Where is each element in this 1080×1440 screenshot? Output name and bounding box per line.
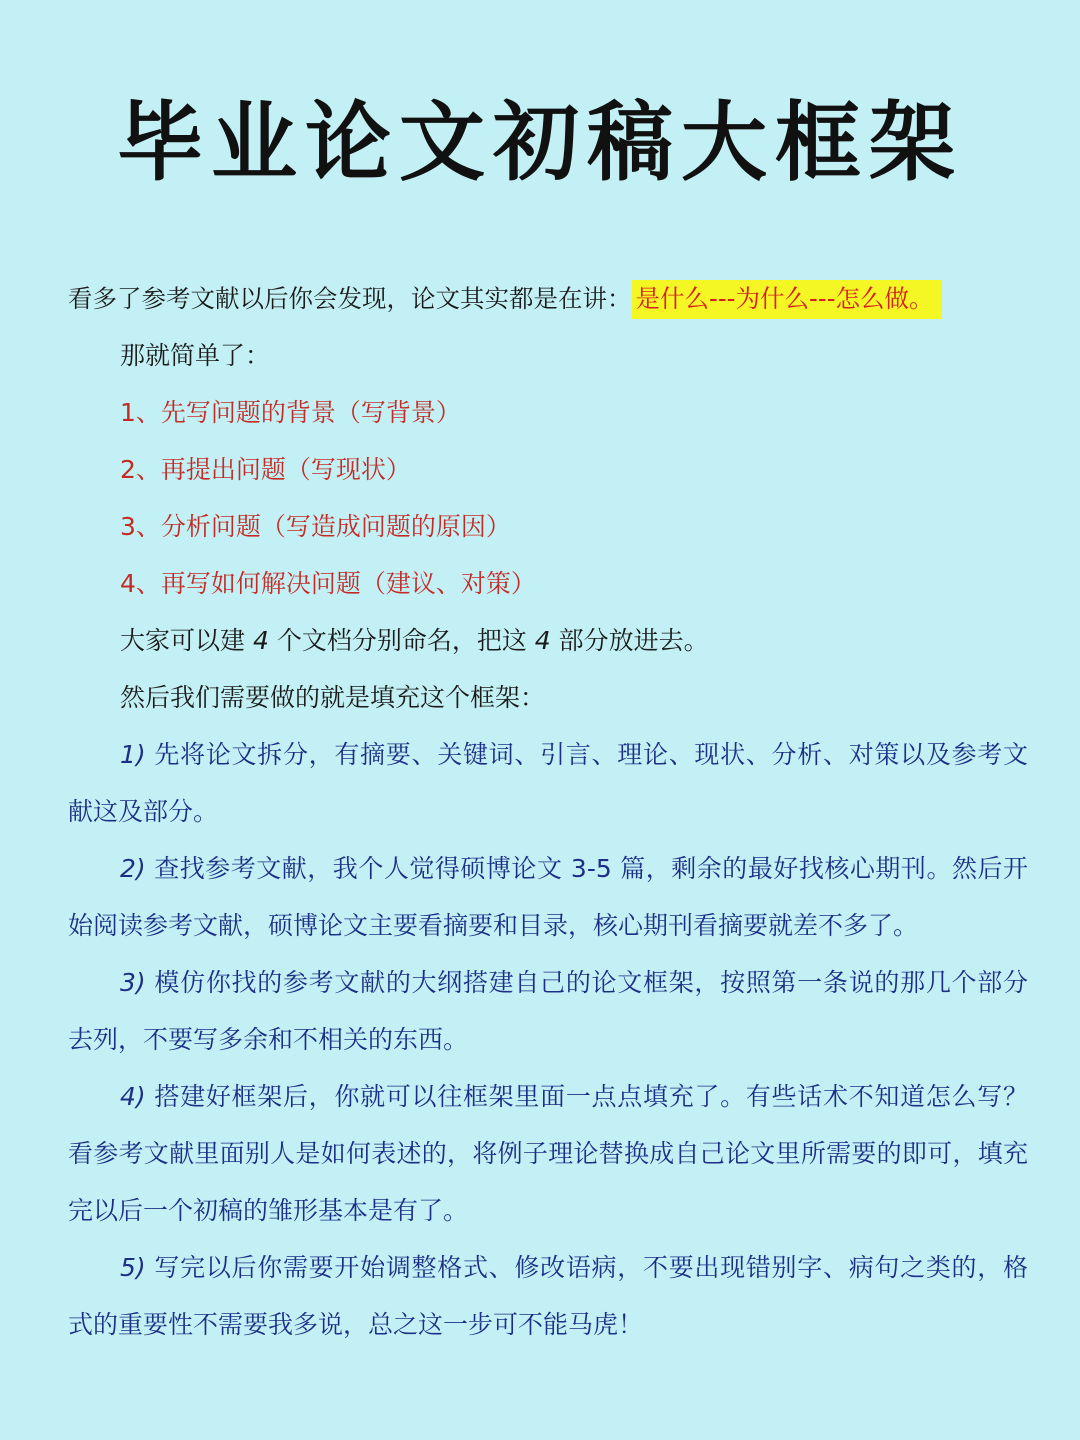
docs-note-num1: 4: [252, 626, 269, 655]
docs-note-part1: 大家可以建: [120, 626, 246, 655]
docs-note-part2: 个文档分别命名，把这: [276, 626, 527, 655]
step-text: 写完以后你需要开始调整格式、修改语病，不要出现错别字、病句之类的，格式的重要性不需要我多说，总之这一步可不能马虎！: [68, 1253, 1028, 1339]
step-number: 1): [120, 740, 146, 769]
step-item: [68, 726, 1028, 840]
step-text: 查找参考文献，我个人觉得硕博论文 3-5 篇，剩余的最好找核心期刊。然后开始阅读参考文献，硕博论文主要看摘要和目录，核心期刊看摘要就差不多了。: [68, 854, 1028, 940]
docs-note-part3: 部分放进去。: [558, 626, 709, 655]
step-number: 4): [120, 1082, 146, 1111]
step-number: 2): [120, 854, 146, 883]
step-item: [68, 1239, 1028, 1353]
step-number: 3): [120, 968, 146, 997]
outline-item-1: 1、先写问题的背景（写背景）: [120, 398, 461, 427]
outline-item-3: 3、分析问题（写造成问题的原因）: [120, 512, 511, 541]
intro-highlight: 是什么---为什么---怎么做。: [632, 280, 942, 319]
page-title: 毕业论文初稿大框架: [117, 92, 963, 193]
step-item: [68, 840, 1028, 954]
fill-label: 然后我们需要做的就是填充这个框架：: [120, 683, 546, 712]
outline-item-2: 2、再提出问题（写现状）: [120, 455, 411, 484]
docs-note-num2: 4: [534, 626, 551, 655]
outline-item-4: 4、再写如何解决问题（建议、对策）: [120, 569, 536, 598]
step-text: 模仿你找的参考文献的大纲搭建自己的论文框架，按照第一条说的那几个部分去列，不要写多余和不相关的东西。: [68, 968, 1028, 1054]
step-text: 先将论文拆分，有摘要、关键词、引言、理论、现状、分析、对策以及参考文献这及部分。: [68, 740, 1028, 826]
simple-label: 那就简单了：: [120, 341, 271, 370]
step-item: [68, 954, 1028, 1068]
step-text: 搭建好框架后，你就可以往框架里面一点点填充了。有些话术不知道怎么写？看参考文献里面别人是如何表述的，将例子理论替换成自己论文里所需要的即可，填充完以后一个初稿的雏形基本是有了。: [68, 1082, 1028, 1225]
intro-text: 看多了参考文献以后你会发现，论文其实都是在讲：: [68, 284, 632, 313]
step-number: 5): [120, 1253, 146, 1282]
step-item: [68, 1068, 1028, 1239]
intro-paragraph: [68, 270, 1028, 327]
article-body: [68, 270, 1028, 1353]
docs-note: [68, 612, 1028, 669]
